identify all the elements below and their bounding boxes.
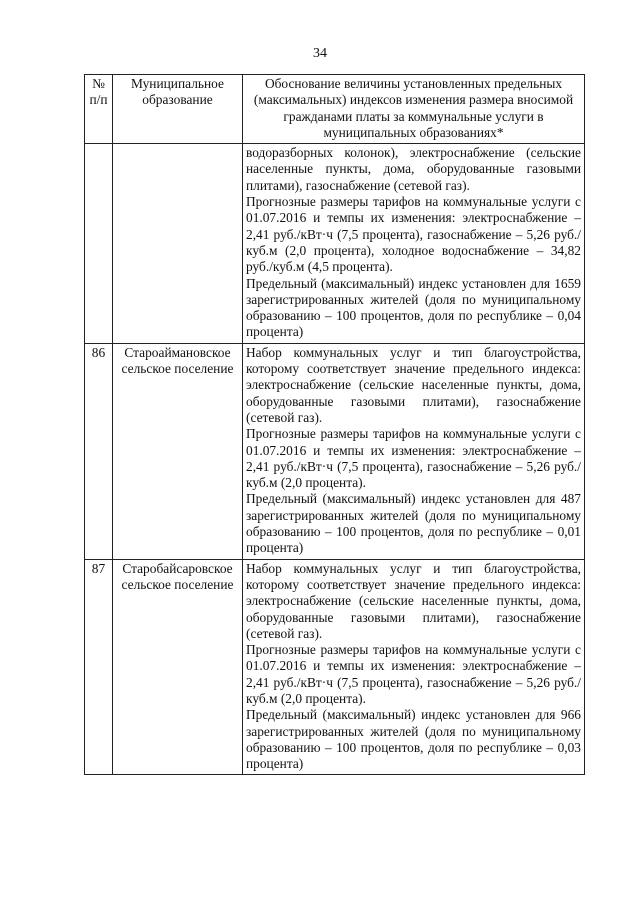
row-municipality: Старобайсаровское сельское поселение (113, 559, 243, 775)
header-justification: Обоснование величины установленных предельных (максимальных) индексов изменения размера вносимой гражданами платы за коммунальные услуги в муниципальных образованиях* (243, 75, 585, 144)
header-number: № п/п (85, 75, 113, 144)
table-row (85, 343, 585, 559)
justification-paragraph: Прогнозные размеры тарифов на коммунальные услуги с 01.07.2016 и темпы их изменения: электроснабжение – 2,41 руб./кВт·ч (7,5 процента), газоснабжение – 5,26 руб./куб.м (2,0 процента), холодное водоснабжение – 34,82 руб./куб.м (4,5 процента). (246, 194, 581, 275)
tariff-index-table (84, 74, 585, 775)
page-number: 34 (313, 46, 327, 61)
table-header-row (85, 75, 585, 144)
row-number-cell (85, 144, 113, 344)
table-row (85, 559, 585, 775)
row-justification-cell (243, 559, 585, 775)
justification-paragraph: Набор коммунальных услуг и тип благоустройства, которому соответствует значение предельного индекса: электроснабжение (сельские населенные пункты, дома, оборудованные газовыми плитами), газоснабжение (сетевой газ). (246, 560, 581, 641)
row-municipality-cell (113, 144, 243, 344)
justification-paragraph: Предельный (максимальный) индекс установлен для 1659 зарегистрированных жителей (доля по муниципальному образованию – 100 процентов, доля по республике – 0,04 процента) (246, 275, 581, 340)
row-municipality: Староаймановское сельское поселение (113, 343, 243, 559)
justification-paragraph: Предельный (максимальный) индекс установлен для 487 зарегистрированных жителей (доля по муниципальному образованию – 100 процентов, доля по республике – 0,01 процента) (246, 491, 581, 556)
justification-paragraph: Предельный (максимальный) индекс установлен для 966 зарегистрированных жителей (доля по муниципальному образованию – 100 процентов, доля по республике – 0,03 процента) (246, 707, 581, 772)
row-number: 86 (85, 343, 113, 559)
row-justification-cell (243, 144, 585, 344)
row-justification-cell (243, 343, 585, 559)
justification-paragraph: Прогнозные размеры тарифов на коммунальные услуги с 01.07.2016 и темпы их изменения: электроснабжение – 2,41 руб./кВт·ч (7,5 процента), газоснабжение – 5,26 руб./куб.м (2,0 процента). (246, 642, 581, 706)
header-municipality: Муниципальное образование (113, 75, 243, 144)
justification-paragraph: Прогнозные размеры тарифов на коммунальные услуги с 01.07.2016 и темпы их изменения: электроснабжение – 2,41 руб./кВт·ч (7,5 процента), газоснабжение – 5,26 руб./куб.м (2,0 процента). (246, 426, 581, 491)
table-row-continuation (85, 144, 585, 344)
justification-paragraph: Набор коммунальных услуг и тип благоустройства, которому соответствует значение предельного индекса: электроснабжение (сельские населенные пункты, дома, оборудованные газовыми плитами), газоснабжение (сетевой газ). (246, 344, 581, 425)
row-number: 87 (85, 559, 113, 775)
justification-paragraph: водоразборных колонок), электроснабжение (сельские населенные пункты, дома, оборудованные газовыми плитами), газоснабжение (сетевой газ). (246, 145, 581, 193)
